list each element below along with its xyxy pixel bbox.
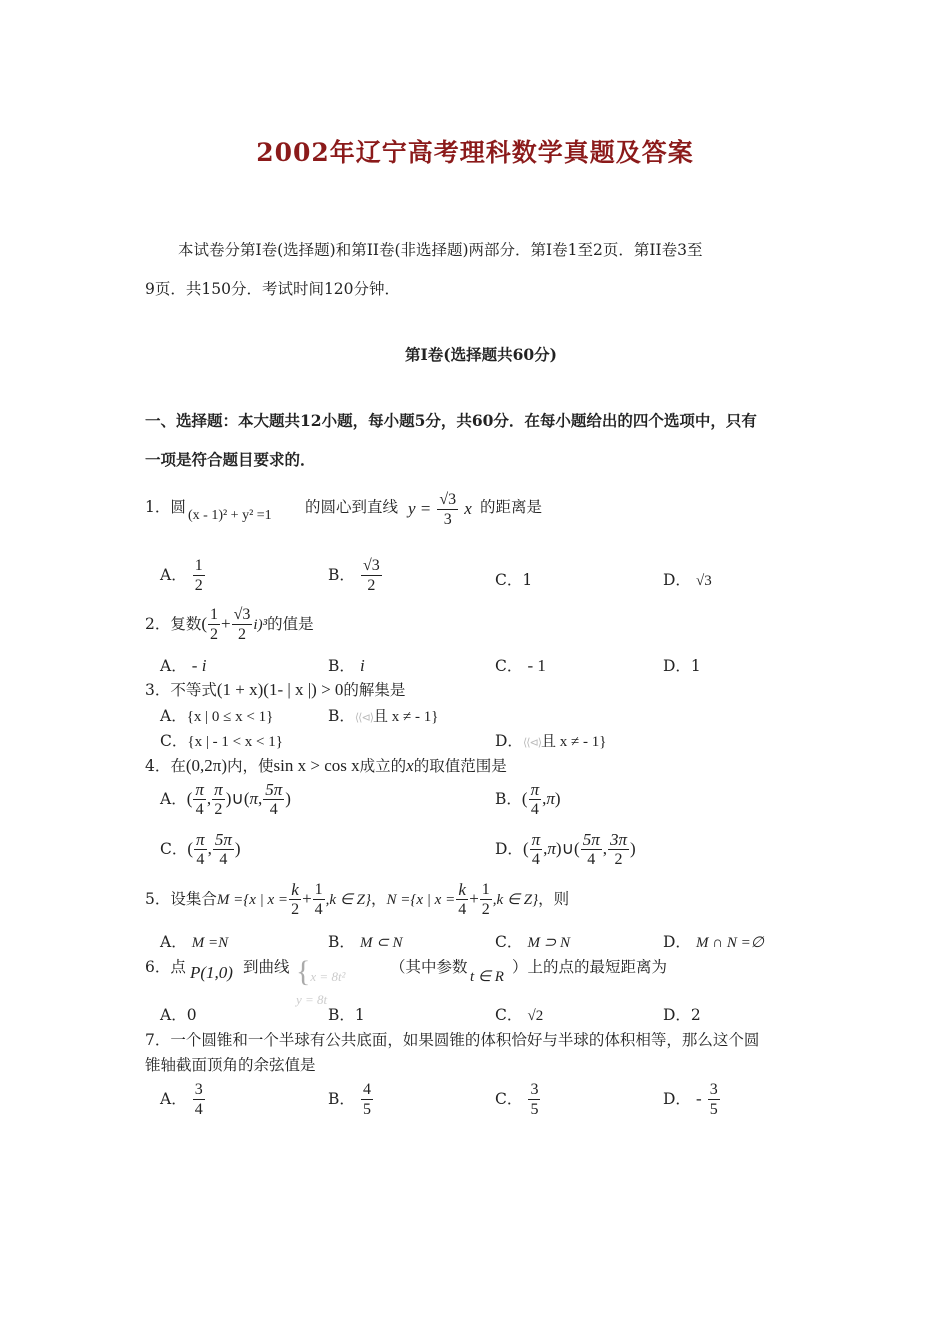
q1-a-den: 2	[194, 577, 203, 594]
q4-stem-post: 的取值范围是	[413, 757, 507, 775]
q4-d-4: 4	[531, 851, 540, 868]
q5-option-c-label: C．	[495, 933, 523, 951]
q6-option-c-label: C．	[495, 1006, 523, 1024]
q4-c-pi: π	[196, 830, 205, 849]
q2-option-a	[160, 654, 206, 676]
q4-stem-mid2: 成立的	[359, 757, 407, 775]
q5-stem	[145, 880, 569, 919]
q5-option-d-value: M ∩ N =∅	[696, 935, 764, 951]
q4-option-c-label: C．	[160, 840, 188, 858]
q3-option-a	[160, 704, 273, 726]
q4-inequality: sin x > cos x	[273, 756, 360, 775]
q2-stem	[145, 605, 314, 644]
section-title: 第Ⅰ卷(选择题共60分)	[405, 345, 557, 364]
q1-a-num: 1	[194, 557, 203, 574]
q5-option-a-label: A．	[160, 933, 187, 951]
q4-a-4b: 4	[269, 801, 278, 818]
q1-option-b-label: B．	[328, 566, 355, 584]
q7-c-den: 5	[530, 1101, 539, 1118]
q4-b-4: 4	[530, 801, 539, 818]
q2-option-a-label: A．	[160, 657, 187, 675]
q2-f1-den: 2	[210, 626, 219, 643]
q4-c-5pi: 5π	[214, 830, 232, 849]
q5-m-1: 1	[314, 881, 323, 898]
q5-n-1: 1	[481, 881, 490, 898]
q5-m-4: 4	[314, 901, 323, 918]
q5-option-c	[495, 930, 570, 952]
q2-fraction-1	[208, 605, 220, 644]
q7-option-b	[328, 1080, 374, 1119]
q6-stem-pre: 6．点	[145, 958, 186, 976]
q1-option-c: C．1	[495, 571, 533, 589]
q7-line-1: 7．一个圆锥和一个半球有公共底面，如果圆锥的体积恰好与半球的体积相等，那么这个圆	[145, 1031, 760, 1049]
q1-option-b	[328, 556, 383, 595]
q4-a-pi: π	[195, 780, 204, 799]
q6-t-in-r: t ∈ R	[470, 969, 504, 985]
q4-option-d-label: D．	[495, 840, 523, 858]
q7-option-b-label: B．	[328, 1090, 355, 1108]
q7-option-a-label: A．	[160, 1090, 187, 1108]
q4-option-a-label: A．	[160, 790, 187, 808]
q4-b-pi: π	[530, 780, 540, 799]
q7-option-d	[663, 1080, 721, 1119]
q2-option-b	[328, 654, 365, 676]
q5-option-a-value: M =N	[191, 935, 229, 951]
q6-option-d: D．2	[663, 1006, 701, 1024]
q2-lparen: (	[201, 614, 208, 633]
q5-n-2: 2	[481, 901, 490, 918]
q5-option-b	[328, 930, 403, 952]
q3-option-a-label: A．	[160, 707, 187, 725]
q7-b-den: 5	[362, 1101, 371, 1118]
q4-option-d: D．( $\frac{\pi}{4}$ ,π)∪( $\frac{5\pi}{4}$ , $\frac{3\pi}{2}$ )	[495, 830, 636, 868]
q3-option-b-garbled-glyph: ⟨⟨⊲⟩	[354, 711, 373, 724]
q5-n-tail: ,k ∈ Z}	[492, 892, 539, 908]
q4-x: x	[406, 756, 414, 775]
q3-option-d-garbled-glyph: ⟨⟨⊲⟩	[522, 736, 542, 749]
q2-f2-den: 2	[238, 626, 247, 643]
q4-a-2: 2	[214, 801, 223, 818]
q4-c-4: 4	[196, 851, 205, 868]
q2-option-d: D．1	[663, 657, 701, 675]
q4-option-b-label: B．	[495, 790, 522, 808]
q6-param-text: （其中参数	[390, 958, 468, 976]
q3-stem-post: 的解集是	[343, 681, 406, 699]
q5-option-b-value: M ⊂ N	[359, 935, 403, 951]
q5-set-m: M ={x | x =	[216, 892, 289, 908]
q2-option-c	[495, 654, 546, 676]
q7-option-c	[495, 1080, 541, 1119]
q1-line-equation	[408, 490, 472, 529]
q2-number: 2．复数	[145, 615, 202, 633]
q3-option-c-value: {x | - 1 < x < 1}	[187, 734, 283, 750]
q5-m-2: 2	[291, 901, 300, 918]
q6-option-b: B．1	[328, 1006, 365, 1024]
q2-option-c-label: C．	[495, 657, 523, 675]
q1-option-a-label: A．	[160, 566, 187, 584]
q2-option-a-value: - i	[191, 656, 207, 675]
q2-i-cubed: i)³	[253, 617, 268, 633]
q1-number: 1．圆	[145, 498, 186, 516]
q1-b-den: 2	[367, 577, 376, 594]
q5-option-c-value: M ⊃ N	[527, 935, 571, 951]
q4-d-pi: π	[531, 830, 541, 849]
q6-curve-garbled-glyph: {x = 8t² y = 8t	[296, 955, 346, 1007]
q4-d-union: ∪	[561, 839, 575, 858]
q5-option-b-label: B．	[328, 933, 355, 951]
q3-option-d	[495, 729, 606, 751]
q4-a-pi3: π	[249, 789, 259, 808]
q5-n-k: k	[456, 880, 468, 900]
q6-stem-post: ）上的点的最短距离为	[512, 958, 668, 976]
q2-option-c-value: - 1	[527, 656, 546, 675]
q4-stem-mid: 内，使	[227, 757, 274, 775]
q4-d-2: 2	[614, 851, 623, 868]
q1-option-b-fraction	[361, 556, 382, 595]
q5-n-4: 4	[458, 901, 467, 918]
q7-c-num: 3	[530, 1081, 539, 1098]
q3-stem	[145, 678, 405, 700]
q4-interval: (0,2π)	[185, 756, 228, 775]
instructions-line-2: 一项是符合题目要求的．	[145, 450, 316, 469]
q3-option-b-value: 且 x ≠ - 1}	[372, 709, 439, 725]
q7-a-den: 4	[194, 1101, 203, 1118]
q4-option-c: C．( $\frac{\pi}{4}$ , $\frac{5\pi}{4}$ )	[160, 830, 241, 868]
q1-line-fraction	[437, 490, 458, 529]
q5-then: ，则	[538, 890, 570, 908]
q4-c-4b: 4	[219, 851, 228, 868]
q5-option-d	[663, 930, 764, 952]
q5-stem-pre: 5．设集合	[145, 890, 217, 908]
q2-fraction-2	[232, 605, 253, 644]
q1-option-a-fraction	[193, 556, 205, 595]
q4-b-pi2: π	[546, 789, 555, 808]
q5-n-plus: +	[469, 889, 479, 908]
q4-stem-pre: 4．在	[145, 757, 186, 775]
q7-a-num: 3	[194, 1081, 203, 1098]
q1-option-d	[663, 568, 712, 590]
intro-line-2: 9页．共150分．考试时间120分钟．	[145, 280, 401, 298]
q1-option-d-value: √3	[696, 573, 712, 589]
q5-option-d-label: D．	[663, 933, 691, 951]
intro-line-1: 本试卷分第Ⅰ卷(选择题)和第II卷(非选择题)两部分．第Ⅰ卷1至2页．第II卷3至	[178, 241, 703, 259]
q4-d-3pi: 3π	[610, 830, 628, 849]
q4-a-4: 4	[195, 801, 204, 818]
q3-option-c	[160, 729, 283, 751]
q2-plus: +	[221, 614, 231, 633]
q3-inequality: (1 + x)(1- | x |) > 0	[216, 680, 344, 699]
q1-tail-text: 的距离是	[480, 498, 543, 516]
q7-option-c-label: C．	[495, 1090, 523, 1108]
q6-option-a: A．0	[160, 1006, 197, 1024]
q7-option-d-label: D．	[663, 1090, 691, 1108]
q6-stem	[145, 955, 186, 977]
q2-f2-num: √3	[233, 606, 251, 623]
q7-d-num: 3	[709, 1081, 718, 1098]
q3-option-a-value: {x | 0 ≤ x < 1}	[186, 709, 274, 725]
q7-d-neg: -	[696, 1089, 702, 1108]
q6-point-p: P(1,0)	[190, 963, 233, 982]
q5-set-n: N ={x | x =	[386, 892, 456, 908]
q1-frac-den: 3	[443, 511, 452, 528]
q1-option-d-label: D．	[663, 571, 691, 589]
q1-line-lhs: y =	[408, 499, 432, 518]
q4-d-4b: 4	[587, 851, 596, 868]
q1-circle-equation: (x - 1)² + y² =1	[188, 508, 272, 523]
q4-a-5pi: 5π	[265, 780, 283, 799]
q7-d-den: 5	[709, 1101, 718, 1118]
q2-option-b-label: B．	[328, 657, 355, 675]
q6-stem-mid: 到曲线	[243, 958, 290, 976]
q1-option-a	[160, 556, 206, 595]
q6-option-c-value: √2	[527, 1008, 544, 1024]
q6-option-c	[495, 1003, 543, 1025]
q3-option-c-label: C．	[160, 732, 188, 750]
q7-line-2: 锥轴截面顶角的余弦值是	[145, 1056, 316, 1074]
q5-option-a	[160, 930, 228, 952]
q1-b-num: √3	[362, 557, 380, 574]
q5-m-tail: ,k ∈ Z}	[325, 892, 371, 908]
q3-option-b-label: B．	[328, 707, 355, 725]
q4-stem	[145, 754, 507, 776]
q3-option-d-label: D．	[495, 732, 523, 750]
q4-a-union: ∪	[231, 789, 244, 808]
q3-stem-pre: 3．不等式	[145, 681, 217, 699]
instructions-line-1: 一、选择题：本大题共12小题，每小题5分，共60分．在每小题给出的四个选项中，只有	[145, 411, 757, 430]
q2-f1-num: 1	[210, 606, 219, 623]
q4-option-b: B．( $\frac{\pi}{4}$ ,π)	[495, 780, 561, 818]
q2-option-b-value: i	[359, 656, 365, 675]
q5-m-plus: +	[302, 889, 312, 908]
q2-tail-text: 的值是	[267, 615, 314, 633]
q5-m-k: k	[289, 880, 301, 900]
q3-option-d-value: 且 x ≠ - 1}	[541, 734, 607, 750]
q4-option-a: A．( $\frac{\pi}{4}$ , $\frac{\pi}{2}$ )∪(π, $\frac{5\pi}{4}$ )	[160, 780, 291, 818]
q7-b-num: 4	[362, 1081, 371, 1098]
q4-a-pi2: π	[214, 780, 223, 799]
q1-line-x: x	[464, 499, 472, 518]
page-title: 2002年辽宁高考理科数学真题及答案	[256, 138, 694, 167]
q4-d-5pi: 5π	[582, 830, 600, 849]
q4-d-pi2: π	[547, 839, 556, 858]
q7-option-a	[160, 1080, 206, 1119]
q3-option-b	[328, 704, 438, 726]
q5-separator: ，	[370, 890, 387, 908]
q1-mid-text: 的圆心到直线	[305, 498, 399, 516]
q1-frac-num: √3	[439, 491, 457, 508]
